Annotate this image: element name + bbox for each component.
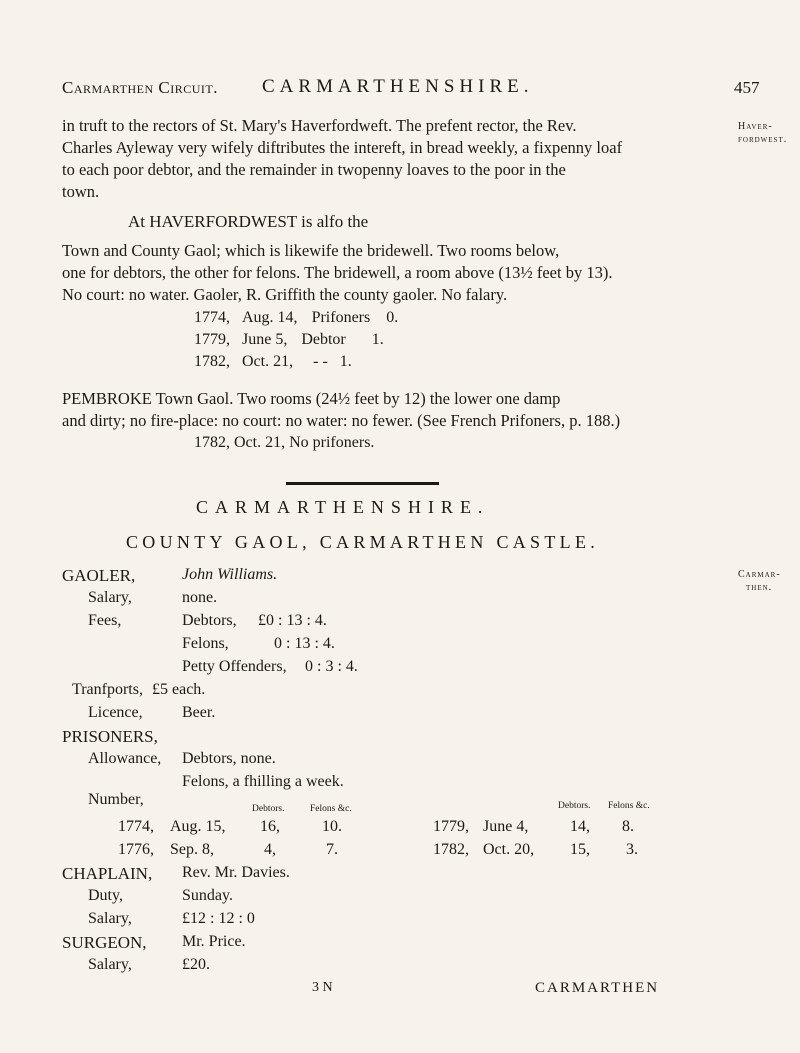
- duty-value: Sunday.: [182, 887, 233, 904]
- surgeon-value: Mr. Price.: [182, 933, 246, 950]
- allowance-debtors: Debtors, none.: [182, 750, 276, 767]
- number-date: Oct. 20,: [483, 841, 535, 858]
- record-label: Debtor: [301, 331, 346, 348]
- number-year: 1779,: [433, 818, 469, 835]
- section-title: CARMARTHENSHIRE.: [196, 497, 490, 517]
- intro-paragraph: [62, 115, 722, 203]
- fee-amount: 0 : 3 : 4.: [305, 658, 358, 675]
- number-date: June 4,: [483, 818, 529, 835]
- text-line: one for debtors, the other for felons. The bridewell, a room above (13½ feet by 13).: [62, 263, 613, 282]
- number-felons: 3.: [626, 841, 638, 858]
- catchword: CARMARTHEN: [535, 980, 660, 996]
- pembroke-record: 1782, Oct. 21, No prifoners.: [194, 434, 375, 451]
- pembroke-paragraph: [62, 388, 722, 432]
- salary-label: Salary,: [88, 589, 132, 606]
- licence-label: Licence,: [88, 704, 143, 721]
- number-debtors: 16,: [260, 818, 280, 835]
- section-subtitle: COUNTY GAOL, CARMARTHEN CASTLE.: [126, 532, 600, 552]
- record-year: 1782,: [194, 353, 230, 370]
- number-year: 1774,: [118, 818, 154, 835]
- chaplain-salary-label: Salary,: [88, 910, 132, 927]
- margin-note-line: Carmar-: [738, 569, 781, 580]
- fee-item: Felons,: [182, 635, 229, 652]
- fee-amount: 0 : 13 : 4.: [274, 635, 335, 652]
- haverfordwest-paragraph: [62, 240, 722, 306]
- number-date: Sep. 8,: [170, 841, 214, 858]
- allowance-felons: Felons, a fhilling a week.: [182, 773, 344, 790]
- transports-value: £5 each.: [152, 681, 206, 698]
- col-header-debtors: Debtors.: [558, 801, 591, 811]
- running-header-county: CARMARTHENSHIRE.: [262, 76, 534, 97]
- margin-note-line: fordwest.: [738, 134, 788, 145]
- gaoler-label: GAOLER,: [62, 566, 136, 585]
- col-header-debtors: Debtors.: [252, 804, 285, 814]
- section-divider: [286, 482, 439, 485]
- prisoners-label: PRISONERS,: [62, 727, 158, 746]
- transports-label: Tranfports,: [72, 681, 143, 698]
- fees-label: Fees,: [88, 612, 122, 629]
- record-count: 0.: [386, 309, 399, 326]
- text-line: and dirty; no fire-place: no court: no water: no fewer. (See French Prifoners, p. 188.): [62, 411, 621, 430]
- margin-note-carmarthen: [738, 568, 781, 594]
- record-count: 1.: [339, 353, 352, 370]
- allowance-label: Allowance,: [88, 750, 162, 767]
- number-label: Number,: [88, 791, 144, 808]
- fee-amount: £0 : 13 : 4.: [258, 612, 327, 629]
- surgeon-label: SURGEON,: [62, 933, 147, 952]
- margin-note-line: Haver-: [738, 121, 773, 132]
- margin-note-haverfordwest: [738, 120, 787, 146]
- margin-note-line: then.: [746, 582, 773, 593]
- chaplain-label: CHAPLAIN,: [62, 864, 153, 883]
- number-year: 1782,: [433, 841, 469, 858]
- text-line: PEMBROKE Town Gaol. Two rooms (24½ feet by 12) the lower one damp: [62, 389, 561, 408]
- record-date: Oct. 21,: [242, 353, 294, 370]
- text-line: No court: no water. Gaoler, R. Griffith the county gaoler. No falary.: [62, 285, 508, 304]
- record-row: [194, 331, 384, 349]
- col-header-felons: Felons &c.: [608, 801, 650, 811]
- text-line: Charles Ayleway very wifely diftributes the intereft, in bread weekly, a fixpenny loaf: [62, 138, 623, 157]
- surgeon-salary-value: £20.: [182, 956, 210, 973]
- record-label: Prifoners: [311, 309, 371, 326]
- page-number: 457: [734, 78, 760, 97]
- record-count: 1.: [371, 331, 384, 348]
- col-header-felons: Felons &c.: [310, 804, 352, 814]
- text-line: in truft to the rectors of St. Mary's Haverfordweft. The prefent rector, the Rev.: [62, 116, 577, 135]
- record-date: June 5,: [242, 331, 288, 348]
- record-label: - -: [313, 353, 328, 370]
- record-row: [194, 353, 352, 371]
- chaplain-value: Rev. Mr. Davies.: [182, 864, 290, 881]
- running-header-circuit: Carmarthen Circuit.: [62, 78, 218, 97]
- text-line: Town and County Gaol; which is likewife the bridewell. Two rooms below,: [62, 241, 560, 260]
- chaplain-salary-value: £12 : 12 : 0: [182, 910, 255, 927]
- salary-value: none.: [182, 589, 218, 606]
- gaoler-value: John Williams.: [182, 566, 278, 583]
- number-felons: 10.: [322, 818, 342, 835]
- record-date: Aug. 14,: [242, 309, 298, 326]
- surgeon-salary-label: Salary,: [88, 956, 132, 973]
- number-debtors: 14,: [570, 818, 590, 835]
- record-year: 1779,: [194, 331, 230, 348]
- signature-mark: 3 N: [312, 980, 333, 995]
- number-date: Aug. 15,: [170, 818, 226, 835]
- fee-item: Debtors,: [182, 612, 237, 629]
- text-line: to each poor debtor, and the remainder in twopenny loaves to the poor in the: [62, 160, 566, 179]
- record-row: [194, 309, 398, 327]
- number-debtors: 4,: [264, 841, 276, 858]
- haverfordwest-heading: At HAVERFORDWEST is alfo the: [128, 212, 369, 231]
- number-debtors: 15,: [570, 841, 590, 858]
- licence-value: Beer.: [182, 704, 216, 721]
- fee-item: Petty Offenders,: [182, 658, 287, 675]
- text-line: town.: [62, 182, 100, 201]
- record-year: 1774,: [194, 309, 230, 326]
- number-felons: 8.: [622, 818, 634, 835]
- number-year: 1776,: [118, 841, 154, 858]
- number-felons: 7.: [326, 841, 338, 858]
- duty-label: Duty,: [88, 887, 123, 904]
